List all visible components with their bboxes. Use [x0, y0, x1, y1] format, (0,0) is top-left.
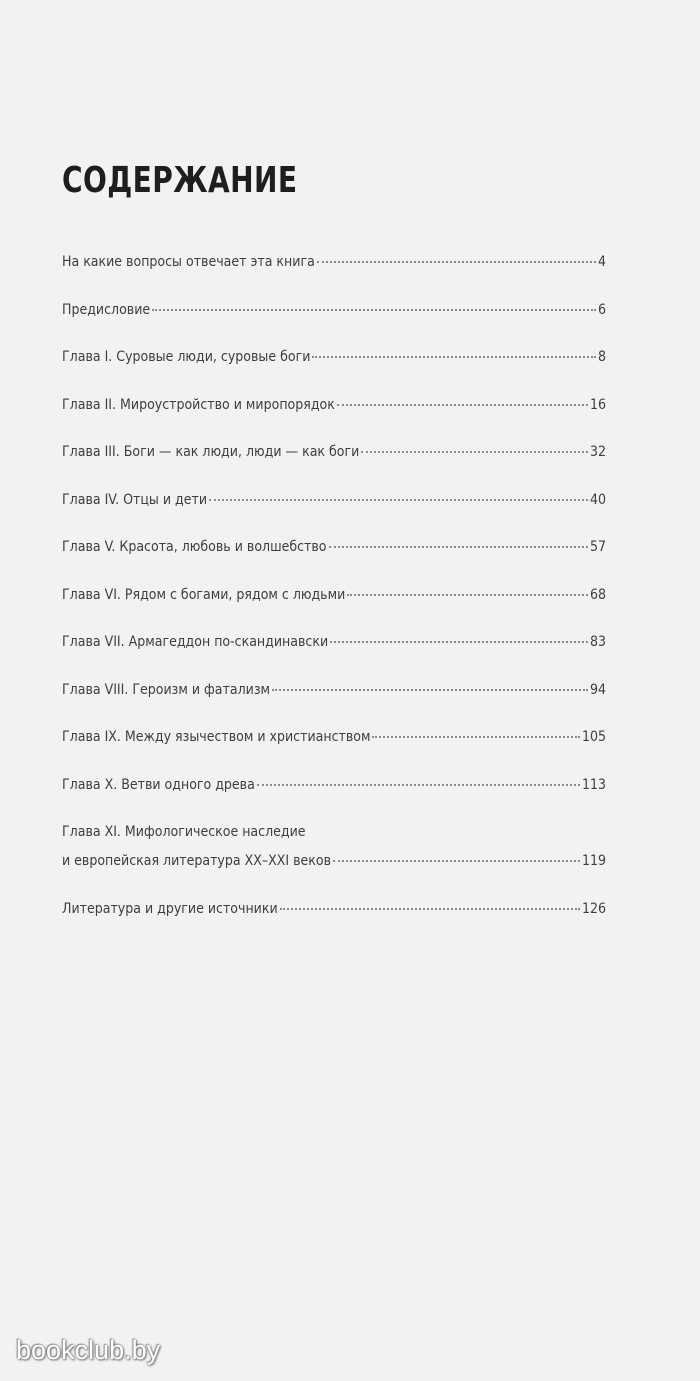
toc-page-number: 119	[581, 853, 606, 869]
dot-leader	[330, 641, 588, 643]
toc-spacer	[62, 806, 606, 825]
dot-leader	[317, 261, 596, 263]
dot-leader	[333, 860, 580, 862]
toc-spacer	[62, 283, 606, 302]
toc-spacer	[62, 426, 606, 445]
toc-page-number: 126	[581, 900, 606, 917]
toc-entry-title: Глава I. Суровые люди, суровые боги	[62, 349, 311, 365]
toc-page-number: 8	[597, 349, 606, 365]
toc-line	[62, 777, 606, 806]
dot-leader	[329, 546, 588, 548]
toc-entry	[62, 587, 606, 616]
toc-page-number: 32	[589, 444, 606, 460]
toc-page-number: 113	[581, 776, 606, 793]
toc-line	[62, 492, 606, 521]
toc-line	[62, 539, 606, 568]
toc-entry-title: Глава V. Красота, любовь и волшебство	[62, 539, 327, 555]
toc-entry-title: На какие вопросы отвечает эта книга	[62, 254, 315, 270]
toc-entry	[62, 492, 606, 521]
toc-entry	[62, 254, 606, 283]
toc-page-number: 94	[589, 681, 606, 698]
dot-leader	[152, 309, 596, 311]
dot-leader	[257, 784, 580, 786]
toc-entry-title: Предисловие	[62, 301, 151, 318]
toc-line	[62, 729, 606, 758]
toc-entry	[62, 444, 606, 473]
watermark: bookclub.by	[16, 1335, 161, 1365]
toc-page-number: 16	[589, 396, 606, 413]
toc-spacer	[62, 378, 606, 397]
dot-leader	[280, 908, 580, 910]
toc-line	[62, 682, 606, 711]
toc-entry-title: Глава XI. Мифологическое наследие	[62, 824, 306, 840]
toc-entry	[62, 777, 606, 806]
toc-line	[62, 254, 606, 283]
toc-line	[62, 444, 606, 473]
toc-spacer	[62, 568, 606, 587]
toc-line	[62, 349, 606, 378]
toc-entry-title: Литература и другие источники	[62, 900, 278, 917]
dot-leader	[361, 451, 588, 453]
toc-entry	[62, 302, 606, 331]
page-title: СОДЕРЖАНИЕ	[62, 160, 298, 201]
toc-page-number: 68	[589, 586, 606, 603]
toc-entry-title: Глава VII. Армагеддон по-скандинавски	[62, 634, 329, 650]
toc-spacer	[62, 616, 606, 635]
toc-entry-title: и европейская литература XX–XXI веков	[62, 853, 332, 869]
toc-spacer	[62, 331, 606, 350]
toc-page-number: 57	[589, 539, 606, 555]
toc-line	[62, 587, 606, 616]
dot-leader	[312, 356, 596, 358]
toc-entry	[62, 397, 606, 426]
toc-entry-title: Глава III. Боги — как люди, люди — как боги	[62, 444, 360, 460]
toc-line	[62, 397, 606, 426]
toc-entry	[62, 682, 606, 711]
toc-line	[62, 853, 606, 882]
toc-page-number: 40	[589, 491, 606, 508]
toc-entry	[62, 349, 606, 378]
toc-entry-title: Глава X. Ветви одного древа	[62, 776, 255, 793]
toc-entry-title: Глава IX. Между язычеством и христианством	[62, 729, 371, 745]
toc-spacer	[62, 711, 606, 730]
dot-leader	[209, 499, 588, 501]
toc-spacer	[62, 663, 606, 682]
toc-entry	[62, 634, 606, 663]
table-of-contents	[62, 254, 606, 930]
toc-entry-title: Глава IV. Отцы и дети	[62, 491, 208, 508]
toc-entry-title: Глава VIII. Героизм и фатализм	[62, 681, 271, 698]
dot-leader	[372, 736, 579, 738]
toc-line	[62, 302, 606, 331]
toc-page-number: 105	[581, 729, 606, 745]
toc-entry	[62, 539, 606, 568]
toc-entry	[62, 901, 606, 930]
dot-leader	[272, 689, 588, 691]
toc-page-number: 83	[589, 634, 606, 650]
toc-entry	[62, 824, 606, 882]
toc-line	[62, 824, 606, 853]
toc-entry-title: Глава II. Мироустройство и миропорядок	[62, 396, 335, 413]
toc-page-number: 6	[597, 301, 606, 318]
toc-page-number: 4	[597, 254, 606, 270]
toc-entry	[62, 729, 606, 758]
toc-spacer	[62, 473, 606, 492]
toc-spacer	[62, 521, 606, 540]
toc-line	[62, 901, 606, 930]
dot-leader	[347, 594, 588, 596]
toc-line	[62, 634, 606, 663]
dot-leader	[337, 404, 588, 406]
toc-spacer	[62, 758, 606, 777]
toc-spacer	[62, 882, 606, 901]
toc-entry-title: Глава VI. Рядом с богами, рядом с людьми	[62, 586, 346, 603]
